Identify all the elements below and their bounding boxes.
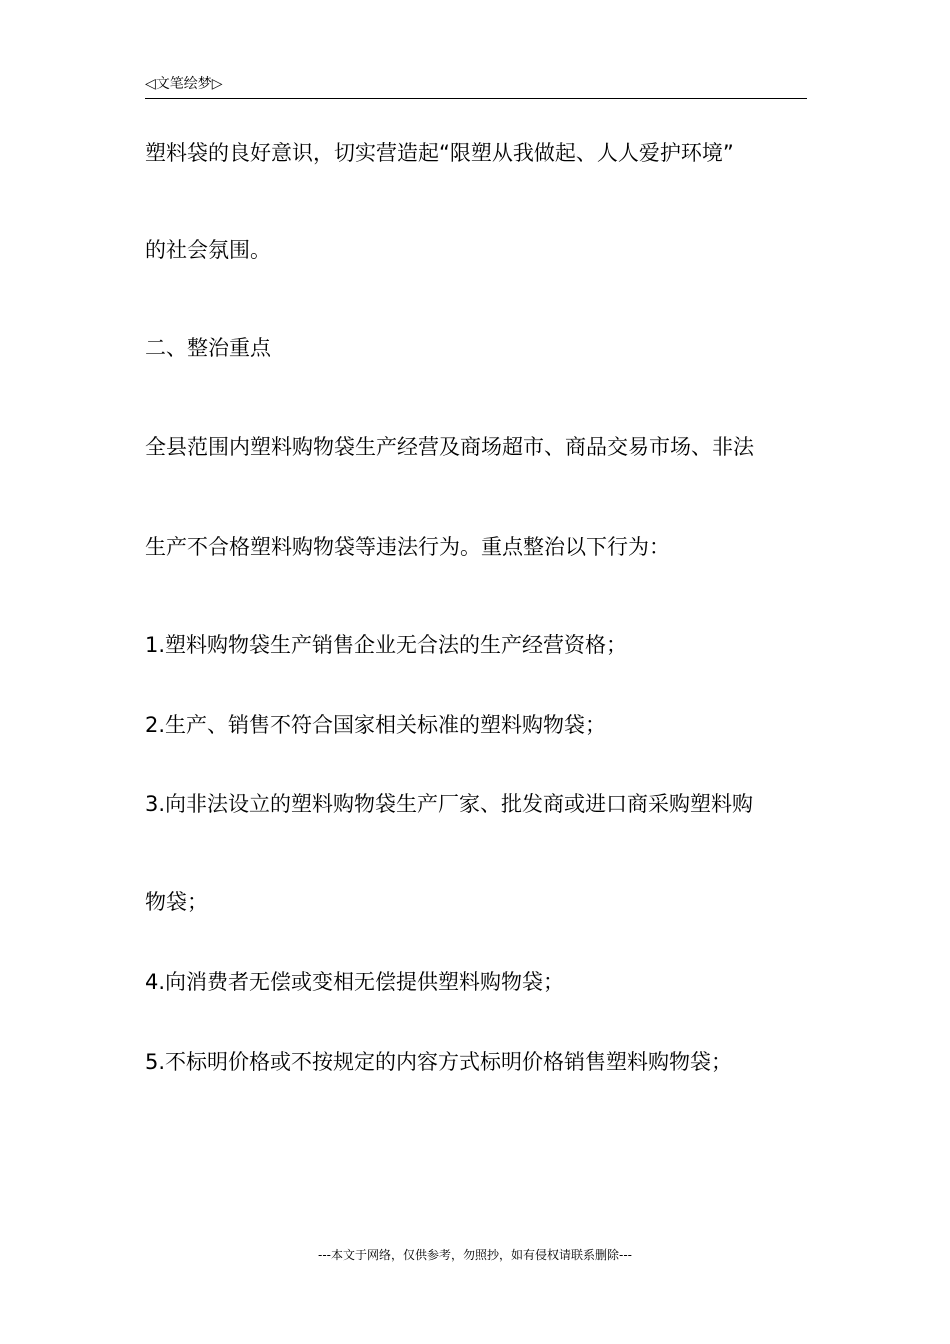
list-item-3-continued: 物袋； [145, 890, 208, 914]
section-heading: 二、整治重点 [145, 336, 271, 360]
body-line-1: 塑料袋的良好意识，切实营造起“限塑从我做起、人人爱护环境” [145, 141, 734, 165]
header-title: ◁文笔绘梦▷ [145, 76, 223, 92]
page-header [145, 74, 807, 99]
list-item-4: 4.向消费者无偿或变相无偿提供塑料购物袋； [145, 970, 565, 994]
page-footer: ---本文于网络，仅供参考，勿照抄，如有侵权请联系删除--- [318, 1248, 632, 1262]
body-line-4: 全县范围内塑料购物袋生产经营及商场超市、商品交易市场、非法 [145, 435, 754, 459]
list-item-2: 2.生产、销售不符合国家相关标准的塑料购物袋； [145, 713, 607, 737]
body-line-2: 的社会氛围。 [145, 238, 271, 262]
list-item-1: 1.塑料购物袋生产销售企业无合法的生产经营资格； [145, 633, 628, 657]
list-item-5: 5.不标明价格或不按规定的内容方式标明价格销售塑料购物袋； [145, 1050, 733, 1074]
list-item-3: 3.向非法设立的塑料购物袋生产厂家、批发商或进口商采购塑料购 [145, 792, 754, 816]
body-line-5: 生产不合格塑料购物袋等违法行为。重点整治以下行为： [145, 535, 670, 559]
